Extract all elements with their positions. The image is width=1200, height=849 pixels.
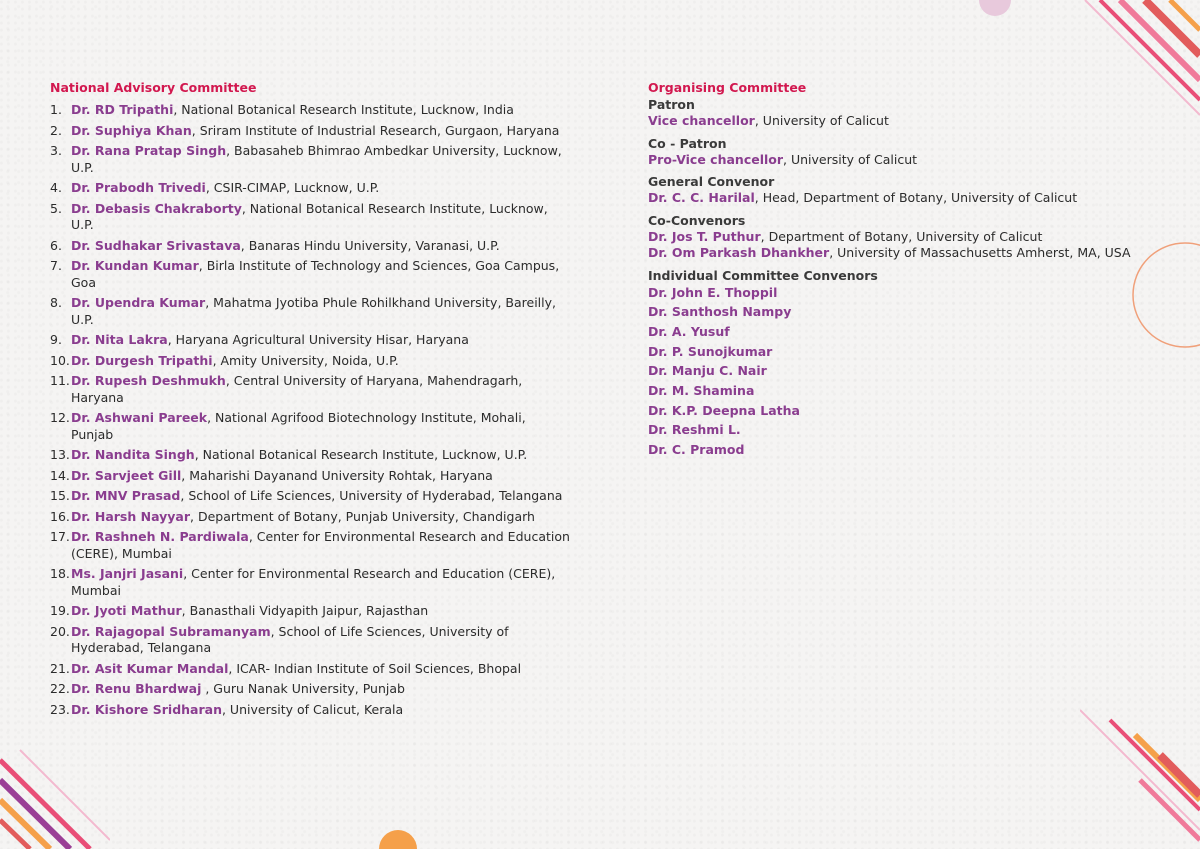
member-name: Dr. Harsh Nayyar — [71, 508, 191, 524]
advisory-member — [50, 180, 570, 197]
member-number: 19. — [50, 603, 70, 618]
member-number: 11. — [50, 373, 70, 388]
member-affiliation: , ICAR- Indian Institute of Soil Sciences, Bhopal — [228, 660, 522, 676]
member-number: 5. — [50, 200, 62, 216]
member-number: 7. — [50, 258, 62, 273]
patron-label: Patron — [648, 97, 695, 112]
member-name: Dr. Rajagopal Subramanyam — [71, 623, 271, 639]
member-name: Dr. Prabodh Trivedi — [71, 180, 206, 195]
patron-name: Vice chancellor — [648, 113, 755, 128]
member-number: 12. — [50, 410, 70, 425]
general-convenor-affiliation: , Head, Department of Botany, University of Calicut — [754, 190, 1078, 205]
co-patron-label: Co - Patron — [648, 135, 727, 151]
member-affiliation: , University of Calicut, Kerala — [221, 701, 404, 717]
advisory-member — [50, 410, 570, 443]
member-affiliation: , Central University of Haryana, Mahendragarh, Haryana — [71, 373, 523, 405]
advisory-member — [50, 509, 570, 526]
member-number: 20. — [50, 623, 70, 639]
member-number: 22. — [50, 681, 70, 696]
advisory-heading: National Advisory Committee — [50, 80, 257, 95]
individual-convenor-name: Dr. Santhosh Nampy — [648, 304, 792, 320]
member-name: Dr. Debasis Chakraborty — [71, 200, 242, 216]
co-patron-name: Pro-Vice chancellor — [648, 151, 784, 167]
patron-affiliation: , University of Calicut — [754, 113, 889, 128]
member-name: Dr. Nita Lakra — [71, 332, 168, 347]
bottom-left-stripes-decoration — [0, 740, 110, 849]
member-affiliation: , Sriram Institute of Industrial Research, Gurgaon, Haryana — [191, 122, 560, 138]
member-name: Dr. Upendra Kumar — [71, 295, 206, 310]
general-convenor-name: Dr. C. C. Harilal — [648, 190, 755, 205]
national-advisory-committee-section — [50, 80, 570, 722]
member-name: Dr. Asit Kumar Mandal — [71, 660, 229, 676]
individual-convenor-name: Dr. John E. Thoppil — [648, 284, 778, 300]
member-name: Dr. Durgesh Tripathi — [71, 352, 213, 368]
advisory-member — [50, 529, 570, 562]
advisory-member — [50, 295, 570, 328]
individual-convenor-name: Dr. A. Yusuf — [648, 323, 730, 339]
member-affiliation: , Haryana Agricultural University Hisar, Haryana — [167, 332, 469, 347]
member-affiliation: , Maharishi Dayanand University Rohtak, Haryana — [181, 467, 493, 483]
general-convenor-line — [648, 190, 1148, 207]
individual-convenor-name: Dr. M. Shamina — [648, 382, 755, 398]
member-affiliation: , Center for Environmental Research and Education (CERE), Mumbai — [71, 566, 556, 598]
advisory-member — [50, 624, 570, 657]
member-number: 14. — [50, 467, 70, 483]
member-name: Dr. RD Tripathi — [71, 102, 174, 117]
advisory-member — [50, 447, 570, 464]
top-circle-decoration — [975, 0, 1015, 20]
co-convenor-name: Dr. Om Parkash Dhankher — [648, 245, 830, 260]
member-name: Dr. Rashneh N. Pardiwala — [71, 529, 249, 544]
member-number: 8. — [50, 295, 62, 310]
organising-heading: Organising Committee — [648, 80, 807, 95]
member-name: Dr. MNV Prasad — [71, 488, 181, 503]
individual-convenor-name: Dr. Manju C. Nair — [648, 363, 767, 379]
member-affiliation: , School of Life Sciences, University of Hyderabad, Telangana — [71, 623, 509, 655]
individual-convenor-list — [648, 285, 1148, 459]
member-number: 17. — [50, 529, 70, 544]
advisory-member — [50, 332, 570, 349]
co-convenor-affiliation: , Department of Botany, University of Calicut — [760, 228, 1043, 244]
member-name: Dr. Rana Pratap Singh — [71, 143, 227, 158]
co-convenor-name: Dr. Jos T. Puthur — [648, 228, 761, 244]
member-number: 6. — [50, 237, 62, 253]
member-affiliation: , Banasthali Vidyapith Jaipur, Rajasthan — [181, 603, 429, 618]
member-number: 18. — [50, 566, 70, 581]
member-number: 15. — [50, 488, 70, 503]
individual-convenor-name: Dr. C. Pramod — [648, 442, 745, 457]
advisory-member — [50, 603, 570, 620]
advisory-member — [50, 468, 570, 485]
co-patron-line — [648, 152, 1148, 169]
patron-line — [648, 113, 1148, 130]
advisory-member — [50, 102, 570, 119]
member-affiliation: , Banaras Hindu University, Varanasi, U.P. — [240, 237, 500, 253]
advisory-member — [50, 373, 570, 406]
co-convenor-line — [648, 229, 1148, 246]
member-affiliation: , School of Life Sciences, University of Hyderabad, Telangana — [180, 488, 563, 503]
advisory-member — [50, 201, 570, 234]
member-number: 23. — [50, 701, 70, 717]
co-convenor-affiliation: , University of Massachusetts Amherst, MA, USA — [829, 245, 1131, 260]
individual-convenor-name: Dr. Reshmi L. — [648, 422, 741, 438]
member-number: 16. — [50, 508, 70, 524]
advisory-member — [50, 566, 570, 599]
member-affiliation: , Babasaheb Bhimrao Ambedkar University, Lucknow, U.P. — [71, 143, 562, 175]
member-number: 9. — [50, 332, 62, 347]
general-convenor-label: General Convenor — [648, 174, 775, 189]
co-convenors-label: Co-Convenors — [648, 212, 746, 228]
member-number: 4. — [50, 180, 62, 195]
member-affiliation: , Mahatma Jyotiba Phule Rohilkhand University, Bareilly, U.P. — [71, 295, 556, 327]
member-name: Dr. Ashwani Pareek — [71, 410, 208, 425]
advisory-member — [50, 488, 570, 505]
co-convenor-line — [648, 245, 1148, 262]
member-affiliation: , CSIR-CIMAP, Lucknow, U.P. — [205, 180, 380, 195]
bottom-right-stripes-decoration — [1080, 700, 1200, 849]
member-number: 21. — [50, 660, 70, 676]
member-name: Dr. Rupesh Deshmukh — [71, 373, 226, 388]
advisory-member — [50, 238, 570, 255]
bottom-orange-circle-decoration — [378, 828, 418, 849]
member-affiliation: , National Botanical Research Institute, Lucknow, India — [173, 102, 514, 117]
advisory-member — [50, 661, 570, 678]
member-affiliation: , Department of Botany, Punjab University, Chandigarh — [190, 508, 535, 524]
individual-convenors-label: Individual Committee Convenors — [648, 267, 878, 283]
member-name: Dr. Kishore Sridharan — [71, 701, 222, 717]
member-affiliation: , National Botanical Research Institute, Lucknow, U.P. — [194, 447, 528, 462]
member-number: 10. — [50, 352, 70, 368]
advisory-member — [50, 353, 570, 370]
member-number: 13. — [50, 447, 70, 462]
member-name: Dr. Renu Bhardwaj — [71, 681, 202, 696]
member-name: Dr. Sudhakar Srivastava — [71, 237, 241, 253]
member-name: Dr. Sarvjeet Gill — [71, 467, 182, 483]
advisory-member-list — [50, 102, 570, 718]
member-affiliation: , National Agrifood Biotechnology Institute, Mohali, Punjab — [71, 410, 526, 442]
advisory-member — [50, 702, 570, 719]
individual-convenor-name: Dr. K.P. Deepna Latha — [648, 402, 800, 418]
member-affiliation: , Amity University, Noida, U.P. — [212, 352, 399, 368]
member-affiliation: , National Botanical Research Institute, Lucknow, U.P. — [71, 200, 548, 232]
member-name: Dr. Kundan Kumar — [71, 258, 199, 273]
member-number: 1. — [50, 102, 62, 117]
individual-convenor-name: Dr. P. Sunojkumar — [648, 343, 773, 359]
member-number: 3. — [50, 143, 62, 158]
member-affiliation: , Center for Environmental Research and Education (CERE), Mumbai — [71, 529, 570, 561]
organising-committee-section — [648, 80, 1148, 462]
advisory-member — [50, 123, 570, 140]
member-affiliation: , Birla Institute of Technology and Sciences, Goa Campus, Goa — [71, 258, 560, 290]
advisory-member — [50, 681, 570, 698]
member-affiliation: , Guru Nanak University, Punjab — [201, 681, 405, 696]
advisory-member — [50, 143, 570, 176]
member-name: Dr. Nandita Singh — [71, 447, 195, 462]
member-name: Ms. Janjri Jasani — [71, 566, 184, 581]
advisory-member — [50, 258, 570, 291]
member-name: Dr. Jyoti Mathur — [71, 603, 182, 618]
member-number: 2. — [50, 122, 62, 138]
member-name: Dr. Suphiya Khan — [71, 122, 192, 138]
co-patron-affiliation: , University of Calicut — [783, 151, 918, 167]
